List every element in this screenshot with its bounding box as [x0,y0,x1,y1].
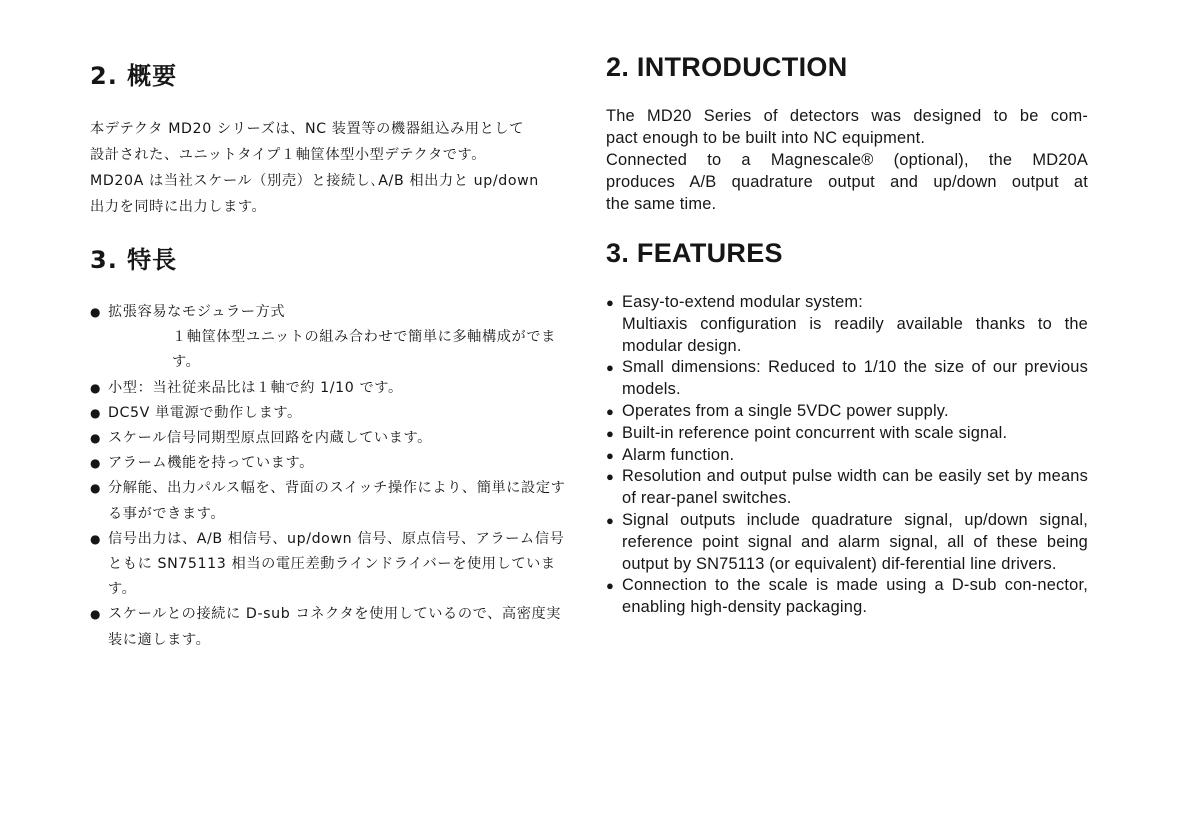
ja-feature-item [90,300,568,376]
ja-feature-item [90,602,568,652]
en-introduction-body [606,105,1088,215]
en-feature-item [606,401,1088,423]
bullet-icon: ● [606,512,615,528]
ja-features-heading: 3. 特長 [90,246,178,274]
bullet-icon: ● [90,431,102,446]
ja-feature-item [90,426,568,451]
bullet-icon: ● [90,305,102,319]
bullet-icon: ● [90,405,102,420]
ja-intro-line: MD20A は当社スケール（別売）と接続し､A/B 相出力と up/down [90,173,539,189]
en-feature-item [606,466,1088,510]
ja-feature-item [90,476,568,526]
en-feature-item [606,423,1088,445]
ja-features-list [90,300,568,653]
en-intro-line: produces A/B quadrature output and up/down output at [606,173,1088,191]
bullet-icon: ● [606,578,615,594]
en-feature-item [606,575,1088,619]
bullet-icon: ● [90,456,102,471]
en-features-heading: 3. FEATURES [606,238,783,268]
en-feature-text: Signal outputs include quadrature signal, up/down signal, reference point signal and alarm signal, all of these being output by SN75113 (or equivalent) dif-ferential line drivers. [622,510,1088,573]
en-feature-item [606,292,1088,357]
en-feature-text: Connection to the scale is made using a D-sub con-nector, enabling high-density packaging. [622,576,1088,617]
ja-introduction-heading: 2. 概要 [90,62,178,90]
ja-feature-text: 小型：当社従来品比は１軸で約 1/10 です。 [108,379,403,396]
ja-feature-text: 信号出力は、A/B 相信号、up/down 信号、原点信号、アラーム信号ともに SN75113 相当の電圧差動ラインドライバーを使用しています。 [108,530,565,598]
en-intro-line: pact enough to be built into NC equipment. [606,129,926,147]
bullet-icon: ● [606,469,615,485]
bullet-icon: ● [606,403,615,419]
bullet-icon: ● [90,380,102,395]
bullet-icon: ● [606,447,615,463]
en-feature-text: Alarm function. [622,445,735,464]
ja-intro-line: 出力を同時に出力します。 [90,199,267,215]
ja-introduction-body [90,116,568,220]
en-intro-line: Connected to a Magnescale® (optional), the MD20A [606,151,1088,169]
bullet-icon: ● [606,360,615,376]
en-feature-text: Small dimensions: Reduced to 1/10 the size of our previous models. [622,358,1088,399]
en-feature-text: Built-in reference point concurrent with scale signal. [622,423,1008,442]
ja-feature-item [90,376,568,401]
ja-feature-text: スケールとの接続に D-sub コネクタを使用しているので、高密度実装に適します。 [108,606,562,648]
en-features-list [606,292,1088,619]
ja-intro-line: 本デテクタ MD20 シリーズは、NC 装置等の機器組込み用として [90,121,525,137]
ja-feature-text: アラーム機能を持っています。 [108,455,314,472]
ja-feature-text: スケール信号同期型原点回路を内蔵しています。 [108,430,432,447]
ja-intro-line: 設計された、ユニットタイプ１軸筐体型小型デテクタです。 [90,147,486,163]
en-feature-text: Resolution and output pulse width can be easily set by means of rear-panel switches. [622,467,1088,508]
ja-feature-item [90,401,568,426]
bullet-icon: ● [606,295,615,310]
en-feature-item [606,510,1088,575]
en-feature-text: Easy-to-extend modular system: [622,293,864,311]
en-feature-item [606,357,1088,401]
en-introduction-heading: 2. INTRODUCTION [606,52,848,82]
en-feature-text: Operates from a single 5VDC power supply. [622,401,949,420]
bullet-icon: ● [90,607,102,622]
en-feature-detail: Multiaxis configuration is readily available thanks to the modular design. [622,314,1088,355]
ja-feature-detail: １軸筐体型ユニットの組み合わせで簡単に多軸構成がでます。 [172,329,556,371]
en-feature-item [606,445,1088,467]
ja-feature-text: 分解能、出力パルス幅を、背面のスイッチ操作により、簡単に設定する事ができます。 [108,480,566,522]
en-intro-line: The MD20 Series of detectors was designed to be com- [606,107,1088,125]
ja-feature-text: DC5V 単電源で動作します。 [108,404,302,421]
bullet-icon: ● [606,425,615,441]
ja-feature-item [90,451,568,476]
ja-feature-item [90,527,568,603]
bullet-icon: ● [90,531,102,546]
ja-feature-text: 拡張容易なモジュラー方式 [108,304,286,320]
bullet-icon: ● [90,481,102,496]
en-intro-line: the same time. [606,195,717,213]
